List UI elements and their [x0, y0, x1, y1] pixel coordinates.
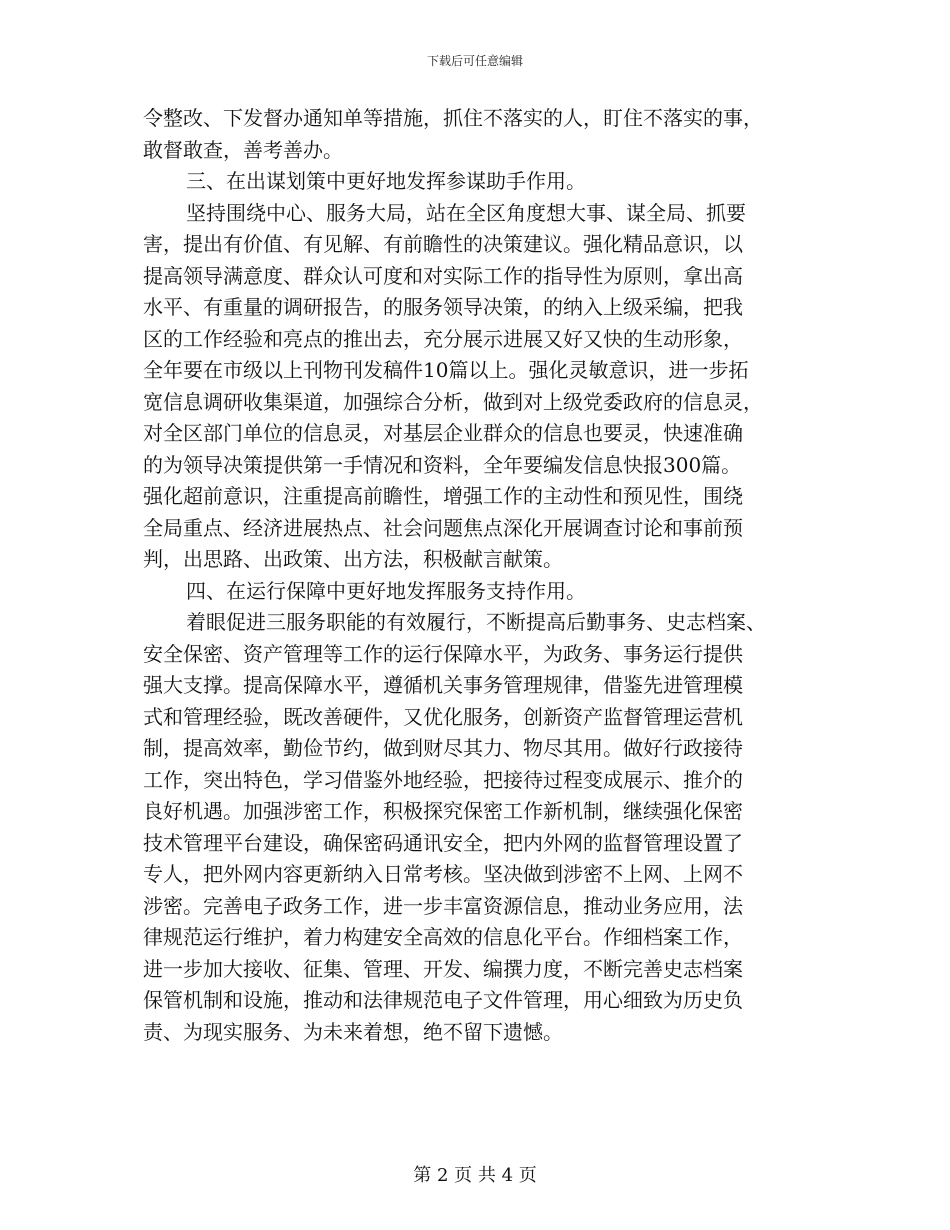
text-line: 专人，把外网内容更新纳入日常考核。坚决做到涉密不上网、上网不	[143, 862, 743, 886]
text-line: 强大支撑。提高保障水平，遵循机关事务管理规律，借鉴先进管理模	[143, 673, 743, 697]
text-line: 全年要在市级以上刊物刊发稿件10篇以上。强化灵敏意识，进一步拓	[143, 358, 749, 382]
text-line: 水平、有重量的调研报告，的服务领导决策，的纳入上级采编，把我	[143, 295, 743, 319]
paragraph-first-line: 着眼促进三服务职能的有效履行，不断提高后勤事务、史志档案、	[186, 610, 766, 634]
text-line: 良好机遇。加强涉密工作，积极探究保密工作新机制，继续强化保密	[143, 799, 743, 823]
document-body	[143, 103, 807, 1048]
text-line: 提高领导满意度、群众认可度和对实际工作的指导性为原则，拿出高	[143, 263, 743, 288]
text-line: 敢督敢查，善考善办。	[143, 137, 343, 162]
text-line: 制，提高效率，勤俭节约，做到财尽其力、物尽其用。做好行政接待	[143, 736, 743, 760]
text-line: 全局重点、经济进展热点、社会问题焦点深化开展调查讨论和事前预	[143, 515, 743, 540]
text-line: 判，出思路、出政策、出方法，积极献言献策。	[143, 547, 563, 571]
text-line: 进一步加大接收、征集、管理、开发、编撰力度，不断完善史志档案	[143, 956, 743, 981]
paragraph-first-line: 坚持围绕中心、服务大局，站在全区角度想大事、谋全局、抓要	[186, 200, 746, 225]
text-line: 对全区部门单位的信息灵，对基层企业群众的信息也要灵，快速准确	[143, 421, 743, 445]
text-line: 令整改、下发督办通知单等措施，抓住不落实的人，盯住不落实的事，	[143, 106, 763, 130]
text-line: 宽信息调研收集渠道，加强综合分析，做到对上级党委政府的信息灵，	[143, 389, 763, 414]
text-line: 安全保密、资产管理等工作的运行保障水平，为政务、事务运行提供	[143, 641, 743, 666]
text-line: 律规范运行维护，着力构建安全高效的信息化平台。作细档案工作，	[143, 925, 743, 949]
text-line: 式和管理经验，既改善硬件，又优化服务，创新资产监督管理运营机	[143, 704, 743, 729]
text-line: 责、为现实服务、为未来着想，绝不留下遗憾。	[143, 1019, 563, 1044]
text-line: 工作，突出特色，学习借鉴外地经验，把接待过程变成展示、推介的	[143, 767, 743, 792]
text-line: 技术管理平台建设，确保密码通讯安全，把内外网的监督管理设置了	[143, 830, 743, 855]
page-header-note: 下载后可任意编辑	[426, 54, 523, 68]
section-heading: 四、在运行保障中更好地发挥服务支持作用。	[186, 578, 586, 603]
text-line: 的为领导决策提供第一手情况和资料，全年要编发信息快报300篇。	[143, 452, 742, 477]
text-line: 区的工作经验和亮点的推出去，充分展示进展又好又快的生动形象，	[143, 326, 743, 351]
text-line: 害，提出有价值、有见解、有前瞻性的决策建议。强化精品意识，以	[143, 232, 743, 256]
page-number: 第 2 页 共 4 页	[413, 1165, 537, 1186]
text-line: 强化超前意识，注重提高前瞻性，增强工作的主动性和预见性，围绕	[143, 484, 743, 508]
text-line: 涉密。完善电子政务工作，进一步丰富资源信息，推动业务应用，法	[143, 893, 743, 918]
text-line: 保管机制和设施，推动和法律规范电子文件管理，用心细致为历史负	[143, 988, 743, 1012]
section-heading: 三、在出谋划策中更好地发挥参谋助手作用。	[186, 169, 586, 193]
